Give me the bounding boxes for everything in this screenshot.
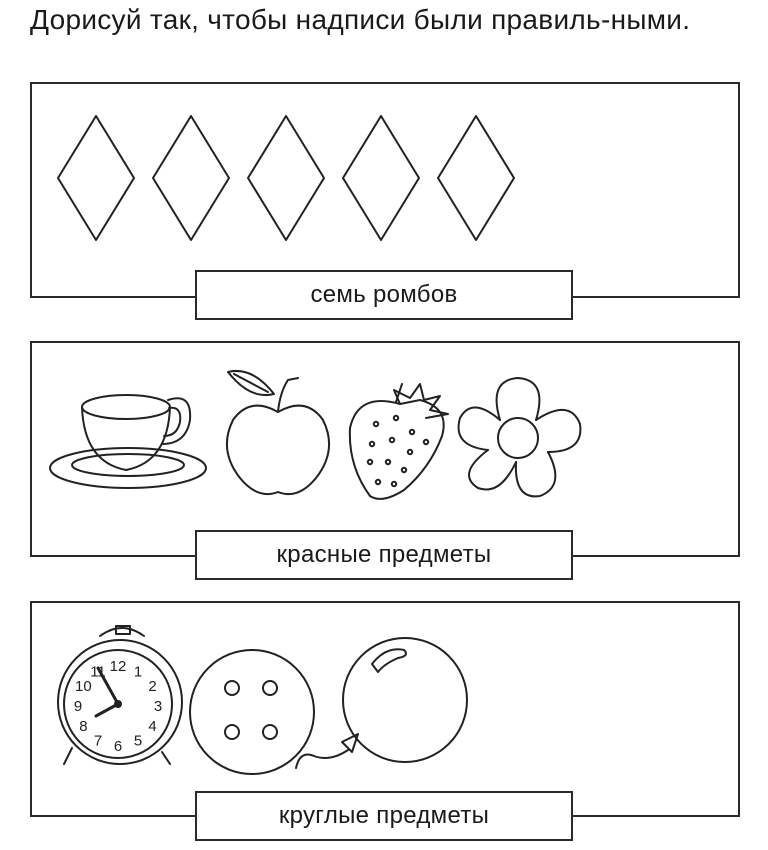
clock-number: 7 bbox=[93, 732, 103, 750]
clock-number: 3 bbox=[153, 698, 163, 715]
clock-number: 10 bbox=[75, 678, 92, 695]
clock-number: 8 bbox=[79, 718, 88, 735]
clock-number: 2 bbox=[148, 678, 157, 695]
task-instruction: Дорисуй так, чтобы надписи были правиль-ными. bbox=[30, 4, 691, 35]
clock-number: 6 bbox=[113, 738, 123, 755]
panel-rhombuses[interactable] bbox=[30, 82, 740, 298]
clock-number: 5 bbox=[133, 732, 143, 750]
clock-number: 11 bbox=[90, 663, 106, 681]
clock-number: 1 bbox=[133, 663, 143, 681]
panel-round-objects[interactable] bbox=[30, 601, 740, 817]
label-round-objects: круглые предметы bbox=[195, 791, 573, 841]
label-seven-rhombuses: семь ромбов bbox=[195, 270, 573, 320]
clock-number: 12 bbox=[109, 658, 127, 675]
label-red-objects: красные предметы bbox=[195, 530, 573, 580]
clock-number: 9 bbox=[73, 698, 83, 715]
clock-number: 4 bbox=[148, 718, 157, 735]
panel-red-objects[interactable] bbox=[30, 341, 740, 557]
